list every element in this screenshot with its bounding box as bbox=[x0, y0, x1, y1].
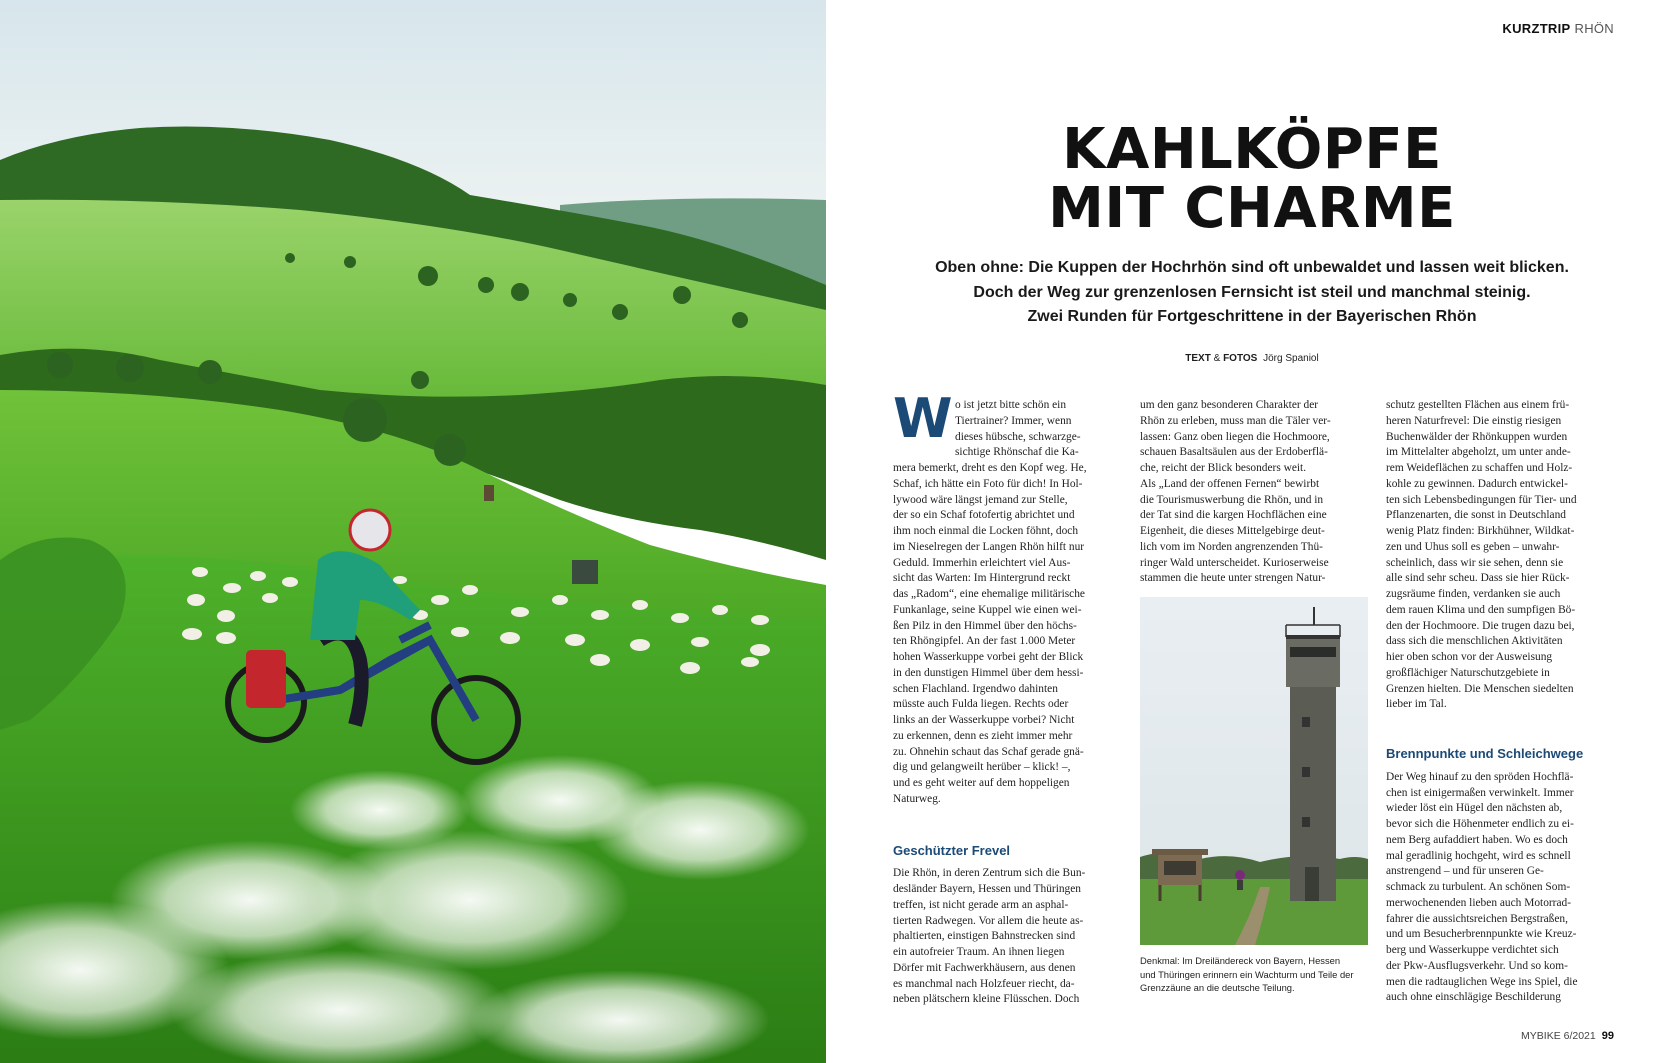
text-line: hier oben schon vor der Ausweisung bbox=[1386, 651, 1553, 663]
photo-caption bbox=[1140, 954, 1376, 995]
text-line: chen ist einigermaßen verwinkelt. Immer bbox=[1386, 786, 1574, 799]
text-line: im Nieselregen der Langen Rhön hilft nur bbox=[893, 540, 1085, 553]
text-line: Der Weg hinauf zu den spröden Hochflä- bbox=[1386, 770, 1574, 783]
hero-photo bbox=[0, 0, 826, 1063]
text-line: kohle zu gewinnen. Dadurch entwickel- bbox=[1386, 477, 1568, 490]
caption-line: Grenzzäune an die deutsche Teilung. bbox=[1140, 982, 1295, 993]
text-line: berg und Wasserkuppe verdichtet sich bbox=[1386, 944, 1559, 956]
text-line: anstrengend – und für unseren Ge- bbox=[1386, 865, 1544, 878]
text-line: neben plätschern kleine Flüsschen. Doch bbox=[893, 993, 1080, 1006]
drop-cap-letter: W bbox=[893, 393, 953, 441]
text-line: in den dunstigen Himmel über dem hessi- bbox=[893, 666, 1084, 679]
text-line: zu erkennen, denn es zieht immer mehr bbox=[893, 729, 1073, 742]
text-line: ten Rhöngipfel. An der fast 1.000 Meter bbox=[893, 635, 1076, 648]
section-tag bbox=[1502, 21, 1614, 36]
article-column-2 bbox=[1140, 398, 1365, 587]
text-line: Buchenwälder der Rhönkuppen wurden bbox=[1386, 430, 1568, 443]
text-line: Funkanlage, seine Kuppel wie einen wei- bbox=[893, 603, 1082, 616]
text-line: der so ein Schaf fotofertig abrichtet und bbox=[893, 509, 1075, 522]
article-column-3 bbox=[1386, 398, 1614, 1006]
text-line: ringer Wald unterscheidet. Kurioserweise bbox=[1140, 556, 1329, 569]
text-line: wenig Platz finden: Birkhühner, Wildkat- bbox=[1386, 525, 1575, 537]
text-line: der Pkw-Ausflugsverkehr. Und so kom- bbox=[1386, 959, 1568, 972]
text-line: zugsräume finden, verdanken sie auch bbox=[1386, 588, 1561, 600]
text-line: wieder löst ein Hügel den nächsten ab, bbox=[1386, 802, 1563, 815]
byline-author: Jörg Spaniol bbox=[1263, 353, 1319, 364]
text-line: hohen Wasserkuppe vorbei geht der Blick bbox=[893, 651, 1084, 663]
text-line: treffen, ist nicht gerade arm an asphal- bbox=[893, 898, 1069, 911]
text-line: großflächiger Naturschutzgebiete in bbox=[1386, 666, 1550, 679]
headline-line-1: KAHLKÖPFE bbox=[1062, 117, 1442, 182]
text-line: den der Hochmoore. Die trugen dazu bei, bbox=[1386, 619, 1575, 632]
column-3-body bbox=[1386, 398, 1614, 713]
byline bbox=[880, 353, 1624, 364]
text-line: rem Weideflächen zu schaffen und Holz- bbox=[1386, 462, 1573, 474]
subhead-brennpunkte: Brennpunkte und Schleichwege bbox=[1386, 746, 1584, 761]
hunting-stand bbox=[484, 485, 494, 501]
spacer bbox=[893, 858, 1115, 866]
text-line: links an der Wasserkuppe vorbei? Nicht bbox=[893, 714, 1075, 726]
text-line: lassen: Ganz oben liegen die Hochmoore, bbox=[1140, 430, 1330, 443]
text-line: nem Berg aufaddiert haben. Wo es doch bbox=[1386, 833, 1568, 846]
text-line: Grenzen hielten. Die Menschen siedelten bbox=[1386, 682, 1574, 695]
text-line: mal geradlinig hochgeht, wird es schnell bbox=[1386, 849, 1571, 862]
text-line: phaltierten, einstigen Bahnstrecken sind bbox=[893, 930, 1076, 943]
text-line: ßen Pilz in den Himmel über den höchs- bbox=[893, 619, 1077, 632]
text-line: Geduld. Immerhin erleichtert viel Aus- bbox=[893, 556, 1071, 569]
text-line: alle sind sehr scheu. Dass sie hier Rück- bbox=[1386, 572, 1570, 585]
text-line: heren Naturfrevel: Die einstig riesigen bbox=[1386, 414, 1562, 427]
column-2-body bbox=[1140, 398, 1365, 587]
byline-text-label: TEXT bbox=[1185, 353, 1211, 364]
byline-photos-label: FOTOS bbox=[1223, 353, 1258, 364]
text-line: Pflanzenarten, die sonst in Deutschland bbox=[1386, 509, 1566, 522]
text-line: zu. Ohnehin schaut das Schaf gerade gnä- bbox=[893, 745, 1084, 758]
text-line: mera bemerkt, dreht es den Kopf weg. He, bbox=[893, 462, 1087, 474]
text-line: lich vom im Norden angrenzenden Thü- bbox=[1140, 540, 1323, 553]
headline-line-2: MIT CHARME bbox=[1048, 176, 1456, 241]
text-line: Tiertrainer? Immer, wenn bbox=[955, 414, 1072, 427]
text-line: lieber im Tal. bbox=[1386, 698, 1447, 711]
text-line: fahrer die aussichtsreichen Bergstraßen, bbox=[1386, 912, 1568, 925]
intro-line-3: Zwei Runden für Fortgeschrittene in der Bayerischen Rhön bbox=[1027, 308, 1477, 325]
text-line: tierten Radwegen. Vor allem die heute as- bbox=[893, 914, 1084, 927]
text-line: es manchmal nach Holzfeuer riecht, da- bbox=[893, 977, 1075, 990]
text-line: zen und Uhus soll es geben – unwahr- bbox=[1386, 540, 1560, 553]
spacer bbox=[1386, 713, 1614, 746]
byline-amp: & bbox=[1213, 353, 1221, 364]
caption-line: und Thüringen erinnern ein Wachturm und Teile der bbox=[1140, 968, 1354, 980]
text-line: merwochenenden lieben auch Motorrad- bbox=[1386, 896, 1572, 909]
subhead-geschuetzter-frevel: Geschützter Frevel bbox=[893, 842, 1011, 858]
text-line: schmack zu turbulent. An schönen Som- bbox=[1386, 881, 1571, 893]
text-line: dig und gelangweilt herüber – klick! –, bbox=[893, 761, 1071, 774]
column-3-body-2 bbox=[1386, 770, 1614, 1006]
section-label: KURZTRIP bbox=[1502, 21, 1571, 36]
text-line: schutz gestellten Flächen aus einem frü- bbox=[1386, 399, 1570, 411]
watchtower-photo bbox=[1140, 597, 1368, 945]
text-line: Die Rhön, in deren Zentrum sich die Bun- bbox=[893, 867, 1086, 880]
text-line: müsste auch Fulda liegen. Rechts oder bbox=[893, 698, 1069, 711]
text-line: schauen Basaltsäulen aus der Erdoberflä- bbox=[1140, 446, 1328, 459]
page-number: 99 bbox=[1601, 1030, 1614, 1042]
text-line: Schaf, ich hätte ein Foto für dich! In Hol- bbox=[893, 477, 1083, 490]
text-line: o ist jetzt bitte schön ein bbox=[955, 399, 1067, 411]
text-line: sicht das Warten: Im Hintergrund reckt bbox=[893, 572, 1071, 585]
text-line: lywood wäre längst jemand zur Stelle, bbox=[893, 493, 1068, 506]
text-line: und um Besucherbrennpunkte wie Kreuz- bbox=[1386, 928, 1577, 941]
lead-paragraph-wrap bbox=[893, 398, 1115, 461]
text-line: scheinlich, dass wir sie sehen, denn sie bbox=[1386, 556, 1564, 569]
column-1-body-2 bbox=[893, 866, 1115, 1008]
article-column-1 bbox=[893, 398, 1115, 1008]
text-line: ein autofreier Traum. An ihnen liegen bbox=[893, 946, 1065, 958]
section-region: RHÖN bbox=[1574, 21, 1614, 36]
spacer bbox=[893, 808, 1115, 843]
watchtower bbox=[1286, 607, 1340, 901]
text-line: Rhön zu erleben, muss man die Täler ver- bbox=[1140, 414, 1331, 427]
field-hut bbox=[572, 560, 598, 584]
text-line: und es geht weiter auf dem hoppeligen bbox=[893, 777, 1070, 789]
text-line: Dörfer mit Fachwerkhäusern, aus denen bbox=[893, 961, 1076, 974]
column-1-body bbox=[893, 461, 1115, 808]
text-line: um den ganz besonderen Charakter der bbox=[1140, 399, 1319, 411]
page-folio bbox=[1521, 1030, 1614, 1042]
text-line: dass sich die menschlichen Aktivitäten bbox=[1386, 635, 1563, 648]
text-line: die Tourismuswerbung die Rhön, und in bbox=[1140, 493, 1324, 506]
text-line: dieses hübsche, schwarzge- bbox=[955, 430, 1081, 443]
caption-line: Denkmal: Im Dreiländereck von Bayern, Hessen bbox=[1140, 955, 1341, 966]
text-line: men die radtauglichen Wege ins Spiel, die bbox=[1386, 975, 1578, 988]
spacer bbox=[1386, 762, 1614, 770]
text-line: auch ohne einschlägige Beschilderung bbox=[1386, 991, 1561, 1004]
text-line: desländer Bayern, Hessen und Thüringen bbox=[893, 883, 1082, 895]
text-line: Als „Land der offenen Fernen“ bewirbt bbox=[1140, 477, 1320, 490]
text-line: Naturweg. bbox=[893, 792, 941, 805]
text-line: der Tat sind die kargen Hochflächen eine bbox=[1140, 509, 1327, 522]
intro-line-2: Doch der Weg zur grenzenlosen Fernsicht ist steil und manchmal steinig. bbox=[973, 284, 1531, 301]
text-line: Eigenheit, die dieses Mittelgebirge deut- bbox=[1140, 525, 1325, 537]
intro-line-1: Oben ohne: Die Kuppen der Hochrhön sind oft unbewaldet und lassen weit blicken. bbox=[935, 259, 1569, 276]
text-line: ihm noch einmal die Locken föhnt, doch bbox=[893, 525, 1079, 537]
text-line: schen Flachland. Irgendwo dahinten bbox=[893, 682, 1058, 695]
text-line: bevor sich die Höhenmeter endlich zu ei- bbox=[1386, 818, 1574, 830]
text-line: ten sich Lebensbedingungen für Tier- und bbox=[1386, 493, 1577, 506]
text-line: das „Radom“, eine ehemalige militärische bbox=[893, 588, 1085, 600]
text-line: sichtige Rhönschaf die Ka- bbox=[955, 446, 1079, 459]
text-line: che, reicht der Blick besonders weit. bbox=[1140, 462, 1307, 474]
text-line: im Mittelalter abgeholzt, um unter ande- bbox=[1386, 446, 1571, 459]
text-line: dem rauen Klima und den sumpfigen Bö- bbox=[1386, 603, 1576, 616]
text-line: stammen die heute unter strengen Natur- bbox=[1140, 572, 1326, 585]
magazine-issue: MYBIKE 6/2021 bbox=[1521, 1030, 1596, 1042]
